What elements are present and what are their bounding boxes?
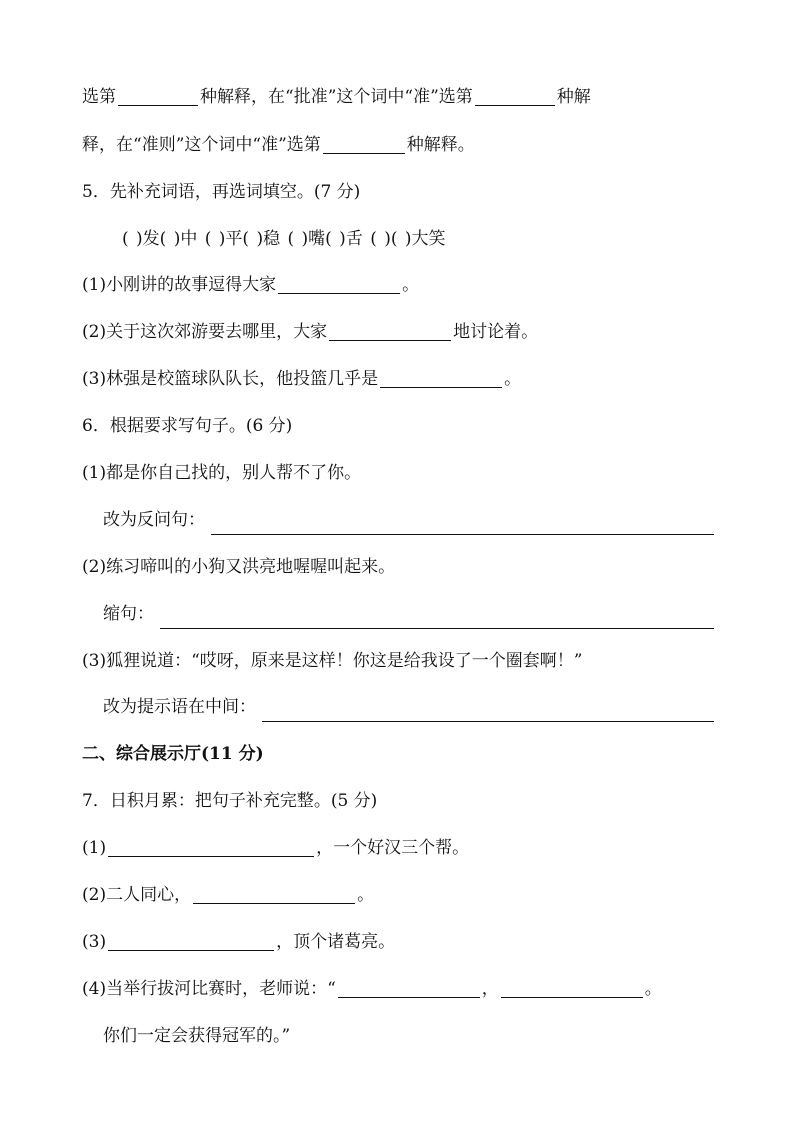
q6-sentence-2: (2)练习啼叫的小狗又洪亮地喔喔叫起来。 [82, 557, 396, 577]
answer-blank[interactable] [338, 977, 480, 998]
q7-sentence-3: (3) ，顶个诸葛亮。 [82, 932, 396, 952]
q5-sentence-2: (2)关于这次郊游要去哪里，大家 地讨论着。 [82, 322, 539, 342]
answer-line[interactable] [211, 512, 714, 535]
answer-blank[interactable] [329, 320, 451, 341]
q4-text: 种解释。 [406, 135, 475, 155]
answer-blank[interactable] [323, 133, 405, 154]
q6-answer-row-1: 改为反问句： [103, 505, 714, 535]
q4-text: 释，在“准则”这个词中“准”选第 [82, 135, 321, 155]
q7-sentence-4-continued: 你们一定会获得冠军的。” [103, 1026, 291, 1046]
q5-word-brackets[interactable]: ( )发( )中 ( )平( )稳 ( )嘴( )舌 ( )( )大笑 [122, 229, 446, 249]
q5-sentence-1: (1)小刚讲的故事逗得大家 。 [82, 275, 420, 295]
q6-sentence-1: (1)都是你自己找的，别人帮不了你。 [82, 463, 362, 483]
answer-line[interactable] [262, 699, 714, 722]
answer-blank[interactable] [108, 836, 314, 857]
q5-title: 5．先补充词语，再选词填空。(7 分) [82, 182, 361, 202]
q6-title: 6．根据要求写句子。(6 分) [82, 416, 293, 436]
answer-line[interactable] [160, 606, 714, 629]
answer-blank[interactable] [108, 930, 274, 951]
answer-blank[interactable] [475, 85, 555, 106]
answer-blank[interactable] [278, 273, 400, 294]
q6-answer-row-3: 改为提示语在中间： [103, 692, 714, 722]
q4-text: 选第 [82, 87, 116, 107]
q6-answer-row-2: 缩句： [103, 599, 714, 629]
q4-text: 种解释，在“批准”这个词中“准”选第 [200, 87, 473, 107]
q4-line-1 [82, 82, 714, 112]
answer-blank[interactable] [380, 367, 502, 388]
answer-blank[interactable] [501, 977, 643, 998]
q7-sentence-1: (1) ，一个好汉三个帮。 [82, 838, 470, 858]
q6-sentence-3: (3)狐狸说道：“哎呀，原来是这样！你这是给我设了一个圈套啊！” [82, 651, 583, 671]
answer-blank[interactable] [193, 883, 355, 904]
section-2-heading: 二、综合展示厅(11 分) [82, 744, 264, 764]
q7-sentence-4: (4)当举行拔河比赛时，老师说：“ ， 。 [82, 979, 662, 999]
q4-text: 种解 [556, 87, 591, 107]
q4-line-2 [82, 130, 714, 160]
answer-blank[interactable] [118, 85, 198, 106]
q7-sentence-2: (2)二人同心， 。 [82, 885, 375, 905]
q7-title: 7．日积月累：把句子补充完整。(5 分) [82, 791, 378, 811]
q5-sentence-3: (3)林强是校篮球队队长，他投篮几乎是 。 [82, 369, 522, 389]
